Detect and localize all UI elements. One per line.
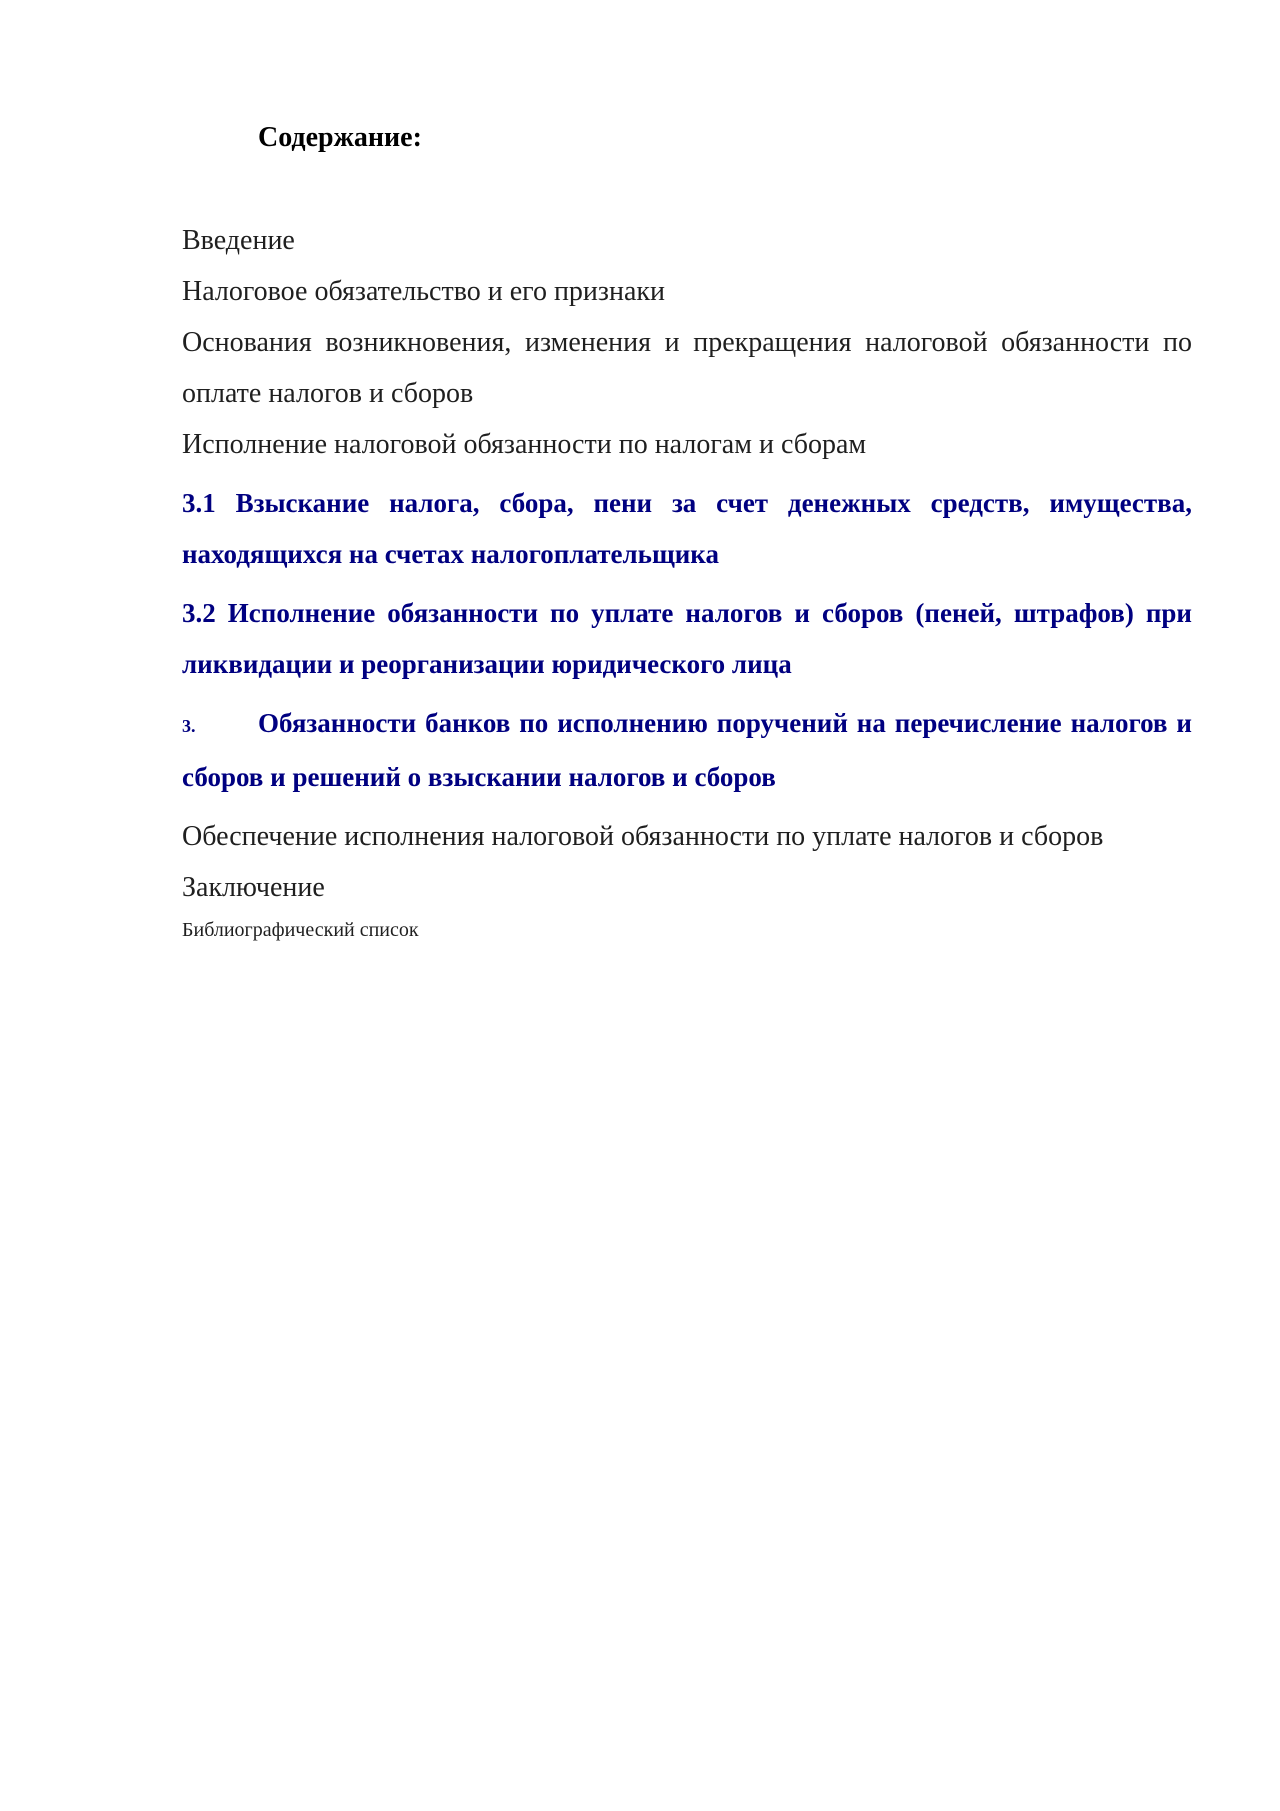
toc-subentry-number: 3. xyxy=(182,716,196,736)
toc-entry-execution: Исполнение налоговой обязанности по налогам и сборам xyxy=(182,429,867,460)
table-of-contents xyxy=(182,215,1192,945)
toc-entry-tax-obligation: Налоговое обязательство и его признаки xyxy=(182,276,665,307)
toc-entry-grounds: Основания возникновения, изменения и прекращения налоговой обязанности по оплате налогов и сборов xyxy=(182,327,1192,409)
toc-subentry-3-2: 3.2 Исполнение обязанности по уплате налогов и сборов (пеней, штрафов) при ликвидации и реорганизации юридического лица xyxy=(182,598,1192,679)
toc-entry-bibliography: Библиографический список xyxy=(182,919,419,941)
contents-heading: Содержание: xyxy=(258,122,422,153)
toc-subentry-3-banks xyxy=(182,698,1192,803)
toc-entry-conclusion: Заключение xyxy=(182,872,325,903)
toc-entry-security: Обеспечение исполнения налоговой обязанности по уплате налогов и сборов xyxy=(182,821,1104,852)
toc-subentry-3-1: 3.1 Взыскание налога, сбора, пени за счет денежных средств, имущества, находящихся на счетах налогоплательщика xyxy=(182,488,1192,569)
toc-subentry-text: Обязанности банков по исполнению поручений на перечисление налогов и сборов и решений о взыскании налогов и сборов xyxy=(182,708,1192,792)
toc-entry-introduction: Введение xyxy=(182,225,295,256)
